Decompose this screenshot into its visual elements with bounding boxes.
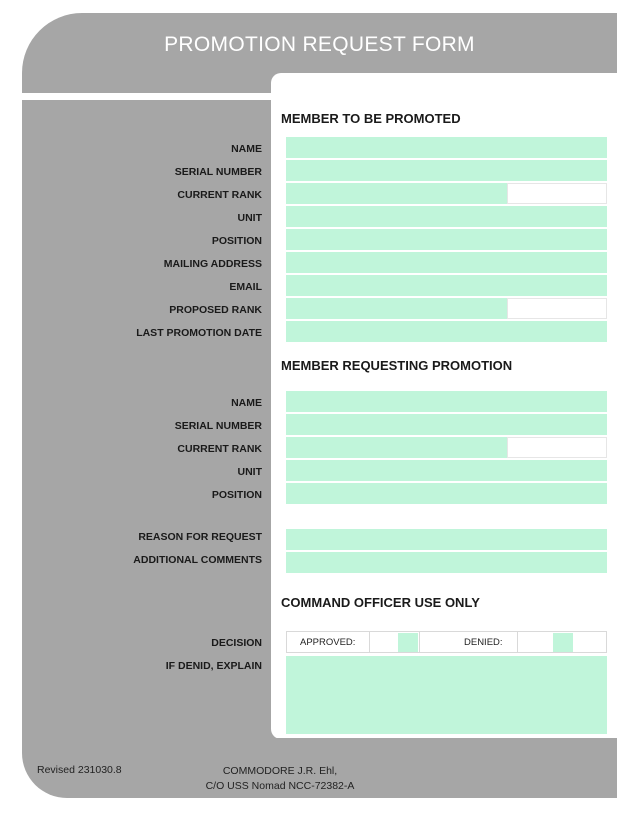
member-last-promotion-date-field[interactable] [286, 321, 607, 342]
member-serial-number-field[interactable] [286, 160, 607, 181]
label-requester-serial-number: SERIAL NUMBER [174, 420, 262, 432]
address-line-1: COMMODORE J.R. Ehl, [222, 765, 338, 777]
denied-label: DENIED: [464, 637, 503, 648]
approved-checkbox[interactable] [398, 633, 418, 652]
label-member-email: EMAIL [229, 281, 262, 293]
member-mailing-address-field[interactable] [286, 252, 607, 273]
requester-current-rank-extra-field[interactable] [507, 437, 607, 458]
member-current-rank-field[interactable] [286, 183, 507, 204]
label-member-name: NAME [231, 143, 262, 155]
section-title-requester: MEMBER REQUESTING PROMOTION [281, 358, 513, 373]
member-unit-field[interactable] [286, 206, 607, 227]
section-title-command: COMMAND OFFICER USE ONLY [281, 595, 480, 610]
member-position-field[interactable] [286, 229, 607, 250]
requester-name-field[interactable] [286, 391, 607, 412]
address-line-2: C/O USS Nomad NCC-72382-A [205, 780, 355, 792]
label-member-mailing-address: MAILING ADDRESS [163, 258, 262, 270]
section-title-member: MEMBER TO BE PROMOTED [281, 111, 461, 126]
member-proposed-rank-field[interactable] [286, 298, 507, 319]
approved-label: APPROVED: [300, 637, 356, 648]
label-requester-unit: UNIT [237, 466, 262, 478]
approved-box-cell [369, 632, 420, 652]
label-member-position: POSITION [211, 235, 262, 247]
label-additional-comments: ADDITIONAL COMMENTS [133, 554, 262, 566]
label-if-denied-explain: IF DENID, EXPLAIN [165, 660, 262, 672]
label-member-unit: UNIT [237, 212, 262, 224]
label-requester-position: POSITION [211, 489, 262, 501]
requester-unit-field[interactable] [286, 460, 607, 481]
form-footer [22, 738, 617, 798]
member-current-rank-extra-field[interactable] [507, 183, 607, 204]
member-proposed-rank-extra-field[interactable] [507, 298, 607, 319]
label-decision: DECISION [211, 637, 262, 649]
additional-comments-field[interactable] [286, 552, 607, 573]
reason-for-request-field[interactable] [286, 529, 607, 550]
label-member-proposed-rank: PROPOSED RANK [169, 304, 262, 316]
label-requester-name: NAME [231, 397, 262, 409]
member-email-field[interactable] [286, 275, 607, 296]
requester-position-field[interactable] [286, 483, 607, 504]
form-title: PROMOTION REQUEST FORM [164, 33, 475, 56]
revision-text: Revised 231030.8 [37, 764, 122, 776]
footer-address [180, 764, 380, 794]
denied-checkbox[interactable] [553, 633, 573, 652]
decision-row [286, 631, 607, 653]
denied-cell [419, 632, 518, 652]
label-requester-current-rank: CURRENT RANK [177, 443, 262, 455]
requester-serial-number-field[interactable] [286, 414, 607, 435]
label-member-current-rank: CURRENT RANK [177, 189, 262, 201]
label-reason-for-request: REASON FOR REQUEST [138, 531, 262, 543]
label-member-last-promotion-date: LAST PROMOTION DATE [136, 327, 262, 339]
label-member-serial-number: SERIAL NUMBER [174, 166, 262, 178]
denial-explanation-field[interactable] [286, 656, 607, 734]
member-name-field[interactable] [286, 137, 607, 158]
denied-box-cell [517, 632, 606, 652]
requester-current-rank-field[interactable] [286, 437, 507, 458]
approved-cell [287, 632, 370, 652]
